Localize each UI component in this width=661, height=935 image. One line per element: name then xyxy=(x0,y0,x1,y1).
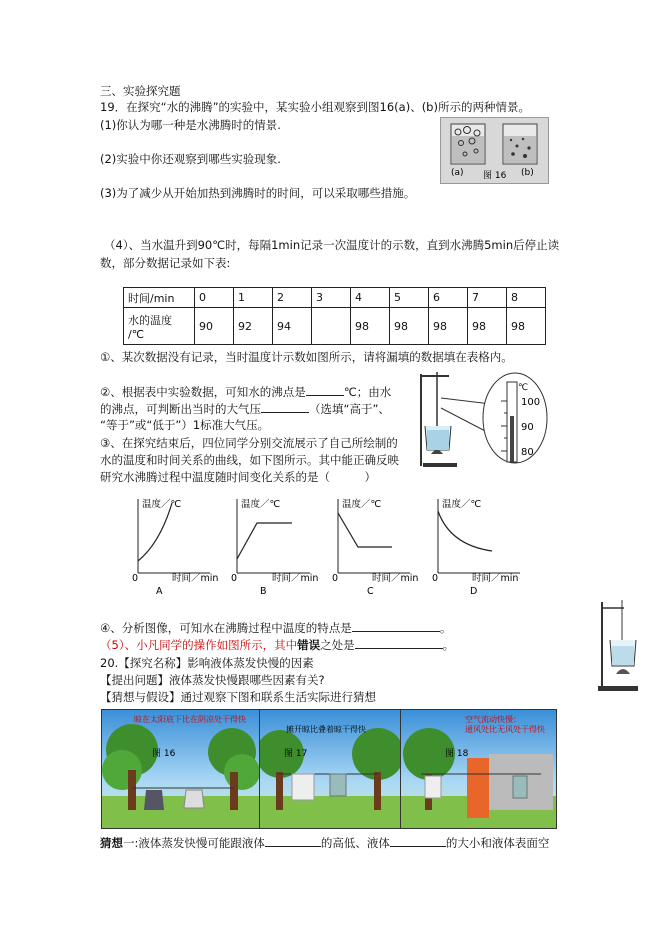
graph-b-letter: B xyxy=(260,586,267,597)
table-row-temperature xyxy=(124,308,546,345)
q19-point2-line2 xyxy=(100,401,390,417)
q20-title: 20.【探究名称】影响液体蒸发快慢的因素 xyxy=(100,656,314,670)
part5-text-a: （5）、小凡同学的操作如图所示，其中 xyxy=(100,638,298,652)
fig-16-caption: 图 16 xyxy=(483,171,507,181)
table-cell: 94 xyxy=(273,308,312,345)
scene-sun-vs-shade xyxy=(101,709,260,829)
guess1-blank1[interactable] xyxy=(265,835,321,847)
q19-stem: 19．在探究“水的沸腾”的实验中，某实验小组观察到图16(a)、(b)所示的两种情景。 xyxy=(100,100,530,114)
data-table xyxy=(123,287,546,345)
scene1-label: 图 16 xyxy=(152,749,176,759)
q19-point4 xyxy=(100,620,451,636)
point2-text-a: ②、根据表中实验数据，可知水的沸点是 xyxy=(100,385,306,399)
point4-text: ④、分析图像，可知水在沸腾过程中温度的特点是 xyxy=(100,621,352,635)
graph-b-xlabel: 时间／min xyxy=(272,573,319,584)
q19-sub4-line1: （4）、当水温升到90℃时，每隔1min记录一次温度计的示数，直到水沸腾5min后停止读 xyxy=(104,238,560,252)
table-cell: 92 xyxy=(234,308,273,345)
side-apparatus-image xyxy=(594,598,644,696)
table-cell: 3 xyxy=(312,288,351,308)
table-cell: 98 xyxy=(507,308,546,345)
temp-header-line2: /℃ xyxy=(128,327,145,341)
part5-text-c: 之处是 xyxy=(320,638,355,652)
guess1-text-c: 的大小和液体表面空 xyxy=(445,836,550,850)
point2-text-c: 的沸点，可判断出当时的大气压 xyxy=(100,402,261,416)
graph-c-origin: 0 xyxy=(332,573,339,584)
q19-point1: ①、某次数据没有记录，当时温度计示数如图所示，请将漏填的数据填在表格内。 xyxy=(100,350,513,364)
temp-header-line1: 水的温度 xyxy=(128,313,172,327)
q19-sub4-line2: 数，部分数据记录如下表: xyxy=(100,256,231,270)
guess1-text-b: 的高低、液体 xyxy=(320,836,390,850)
q19-sub2: (2)实验中你还观察到哪些实验现象. xyxy=(100,152,281,166)
q19-part5 xyxy=(100,637,454,653)
graph-a-ylabel: 温度／℃ xyxy=(142,499,182,510)
q19-sub1: (1)你认为哪一种是水沸腾时的情景. xyxy=(100,118,281,132)
table-cell: 8 xyxy=(507,288,546,308)
guess1-text-a: 一:液体蒸发快慢可能跟液体 xyxy=(123,836,265,850)
q19-point2-line1 xyxy=(100,384,391,400)
point4-end: 。 xyxy=(439,621,452,635)
guess1-bold: 猜想 xyxy=(100,836,123,850)
fig-b-label: (b) xyxy=(521,168,534,178)
graph-b-ylabel: 温度／℃ xyxy=(241,499,281,510)
table-cell: 98 xyxy=(390,308,429,345)
graph-d xyxy=(438,499,520,573)
q20-ask: 【提出问题】液体蒸发快慢跟哪些因素有关? xyxy=(100,673,325,687)
graph-d-xlabel: 时间／min xyxy=(472,573,519,584)
graph-a-origin: 0 xyxy=(132,573,139,584)
scene1-caption: 晾在太阳底下比在阴凉处干得快 xyxy=(134,715,246,724)
pressure-blank[interactable] xyxy=(261,401,309,413)
graph-b-origin: 0 xyxy=(231,573,238,584)
graph-d-origin: 0 xyxy=(432,573,439,584)
table-cell: 98 xyxy=(468,308,507,345)
point2-text-d: （选填“高于”、 xyxy=(309,402,390,416)
scene-windy-vs-still xyxy=(400,709,557,829)
boiling-feature-blank[interactable] xyxy=(352,620,440,632)
scene2-label: 图 17 xyxy=(284,749,308,759)
graph-a xyxy=(138,499,210,573)
q19-point3-line3: 研究水沸腾过程中温度随时间变化关系的是（ ） xyxy=(100,470,376,484)
guess1-blank2[interactable] xyxy=(390,835,446,847)
table-cell: 2 xyxy=(273,288,312,308)
graph-c-xlabel: 时间／min xyxy=(372,573,419,584)
graph-c xyxy=(338,499,410,573)
scene3-label: 图 18 xyxy=(445,749,469,759)
thermo-90: 90 xyxy=(521,422,534,433)
table-header-temperature xyxy=(124,308,195,345)
q20-guess1 xyxy=(100,835,549,851)
table-cell: 98 xyxy=(429,308,468,345)
table-header-time: 时间/min xyxy=(124,288,195,308)
table-cell: 7 xyxy=(468,288,507,308)
q19-point2-line3: “等于”或“低于”）1标准大气压。 xyxy=(100,418,270,432)
apparatus-with-thermometer xyxy=(415,368,550,473)
table-cell: 1 xyxy=(234,288,273,308)
thermo-unit: ℃ xyxy=(518,383,529,393)
figure-16-beakers xyxy=(440,117,549,184)
table-cell: 90 xyxy=(195,308,234,345)
graph-a-letter: A xyxy=(156,586,163,597)
thermo-80: 80 xyxy=(521,447,534,458)
table-cell: 4 xyxy=(351,288,390,308)
graph-a-xlabel: 时间／min xyxy=(172,573,219,584)
q19-point3-line1: ③、在探究结束后，四位同学分别交流展示了自己所绘制的 xyxy=(100,436,398,450)
fig-a-label: (a) xyxy=(451,168,464,178)
scene2-caption: 摊开晾比叠着晾干得快 xyxy=(286,725,366,734)
scene1-drawing xyxy=(102,710,259,828)
table-row-time xyxy=(124,288,546,308)
graph-c-ylabel: 温度／℃ xyxy=(342,499,382,510)
scene-spread-vs-folded xyxy=(259,709,401,829)
section-title: 三、实验探究题 xyxy=(100,84,181,98)
table-cell: 98 xyxy=(351,308,390,345)
graph-d-ylabel: 温度／℃ xyxy=(442,499,482,510)
error-blank[interactable] xyxy=(355,637,443,649)
graph-c-letter: C xyxy=(367,586,374,597)
scene3-caption2: 通风处比无风处干得快 xyxy=(465,725,545,734)
graph-b xyxy=(237,499,310,573)
part5-bold: 错误 xyxy=(297,638,321,652)
q20-guess: 【猜想与假设】通过观察下图和联系生活实际进行猜想 xyxy=(100,690,376,704)
scene3-caption1: 空气流动快慢： xyxy=(465,715,521,724)
boiling-point-blank[interactable] xyxy=(306,384,344,396)
graph-d-letter: D xyxy=(470,586,478,597)
part5-end: 。 xyxy=(442,638,455,652)
q19-sub3: (3)为了减少从开始加热到沸腾时的时间，可以采取哪些措施。 xyxy=(100,186,416,200)
four-graphs xyxy=(120,493,530,598)
table-cell-blank[interactable] xyxy=(312,308,351,345)
table-cell: 6 xyxy=(429,288,468,308)
point2-text-b: ℃；由水 xyxy=(343,385,392,399)
thermo-100: 100 xyxy=(521,397,541,408)
table-cell: 5 xyxy=(390,288,429,308)
q19-point3-line2: 水的温度和时间关系的曲线，如下图所示。其中能正确反映 xyxy=(100,453,399,467)
table-cell: 0 xyxy=(195,288,234,308)
